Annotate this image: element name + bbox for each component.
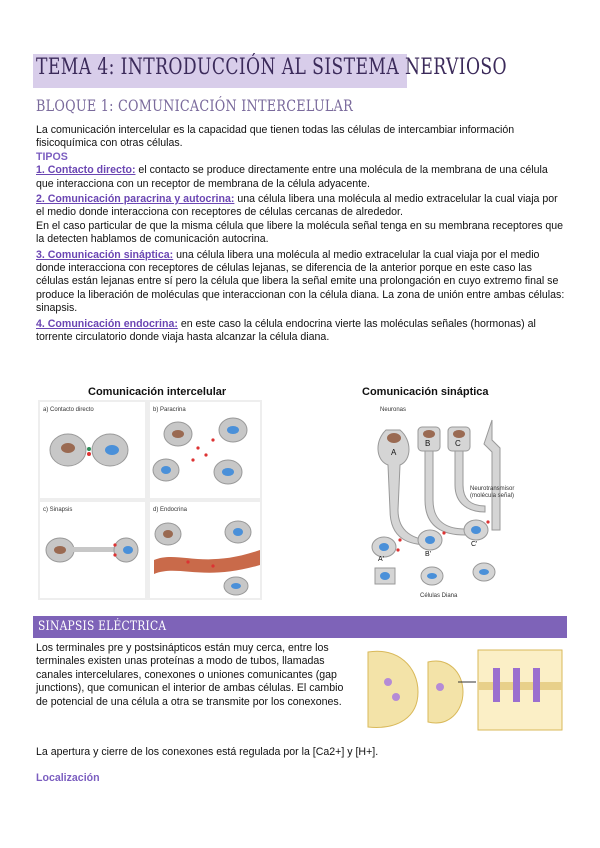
cell-c2-label: C' (471, 541, 478, 548)
panel-a-label: a) Contacto directo (43, 407, 94, 413)
localizacion-heading: Localización (36, 772, 100, 784)
type-2 (36, 193, 566, 220)
type-3-term: 3. Comunicación sináptica: (36, 248, 174, 261)
type-2-term: 2. Comunicación paracrina y autocrina: (36, 193, 235, 206)
cell-b2-label: B' (425, 551, 432, 558)
intro-paragraph (36, 124, 566, 345)
cell-c-label: C (455, 439, 461, 448)
type-3-text: una célula libera una molécula al medio extracelular la cual viaja por el medio donde interacciona con receptores de células lejanas, se diferencia de la anterior porque en este caso las células están lejanas entre sí pero la célula que libera la señal emite una prolongación en cuyo extremo final se produce la liberación de moléculas que interaccionan con la célula diana. La zona de unión entre ambas células: sinapsis. (36, 248, 565, 315)
panel-d-label: d) Endocrina (153, 507, 188, 513)
panel-b-box (150, 402, 260, 498)
page-title: TEMA 4: INTRODUCCIÓN AL SISTEMA NERVIOSO (36, 55, 508, 80)
electric-synapse-figure (358, 642, 566, 734)
type-1-text: el contacto se produce directamente entre una molécula de la membrana de una célula que interacciona con un receptor de membrana de la célula adyacente. (36, 164, 548, 190)
neuronas-label: Neuronas (380, 407, 407, 413)
cell-b-label: B (425, 439, 431, 448)
regulation-text: La apertura y cierre de los conexones está regulada por la [Ca2+] y [H+]. (36, 746, 379, 758)
figure-right-title: Comunicación sináptica (362, 386, 489, 398)
cell-a2-label: A' (378, 556, 385, 563)
type-4-text: en este caso la célula endocrina vierte las moléculas señales (hormonas) al torrente circulatorio donde viaja hasta alcanzar la célula diana. (36, 317, 536, 344)
neurotransmisor-label: Neurotransmisor (molécula señal) (470, 486, 515, 499)
type-4-term: 4. Comunicación endocrina: (36, 317, 178, 330)
types-heading: TIPOS (36, 150, 68, 163)
type-2-extra: En el caso particular de que la misma célula que libere la molécula señal tenga en su membrana receptores que la detecten hablamos de comunicación autocrina. (36, 219, 564, 246)
type-2-text: una célula libera una molécula al medio extracelular la cual viaja por el medio donde interacciona con receptores de células cercanas de alrededor. (36, 193, 558, 219)
panel-b-label: b) Paracrina (153, 407, 186, 413)
type-1-term: 1. Contacto directo: (36, 164, 136, 177)
panel-c-label: c) Sinapsis (43, 507, 73, 513)
type-1 (36, 164, 566, 191)
cell-a-label: A (391, 448, 397, 457)
celulas-diana-label: Células Diana (420, 593, 458, 599)
electric-paragraph: Los terminales pre y postsinápticos están muy cerca, entre los terminales existen unas proteínas a modo de tubos, llamadas canales intercelulares, conexones o uniones comunicantes (gap junctions), que comunican el interior de ambas células. El cambio de potencial de una célula a otra se transmite por los conexones. (36, 642, 344, 708)
intercellular-figure (38, 400, 262, 600)
synaptic-figure (370, 400, 520, 600)
figure-left-title: Comunicación intercelular (88, 386, 227, 398)
block-title: BLOQUE 1: COMUNICACIÓN INTERCELULAR (36, 96, 353, 115)
type-3 (36, 249, 566, 316)
intro-text: La comunicación intercelular es la capacidad que tienen todas las células de intercambiar información fisicoquímica con otras células. (36, 124, 515, 150)
type-4 (36, 318, 566, 345)
section-title: SINAPSIS ELÉCTRICA (38, 619, 167, 634)
